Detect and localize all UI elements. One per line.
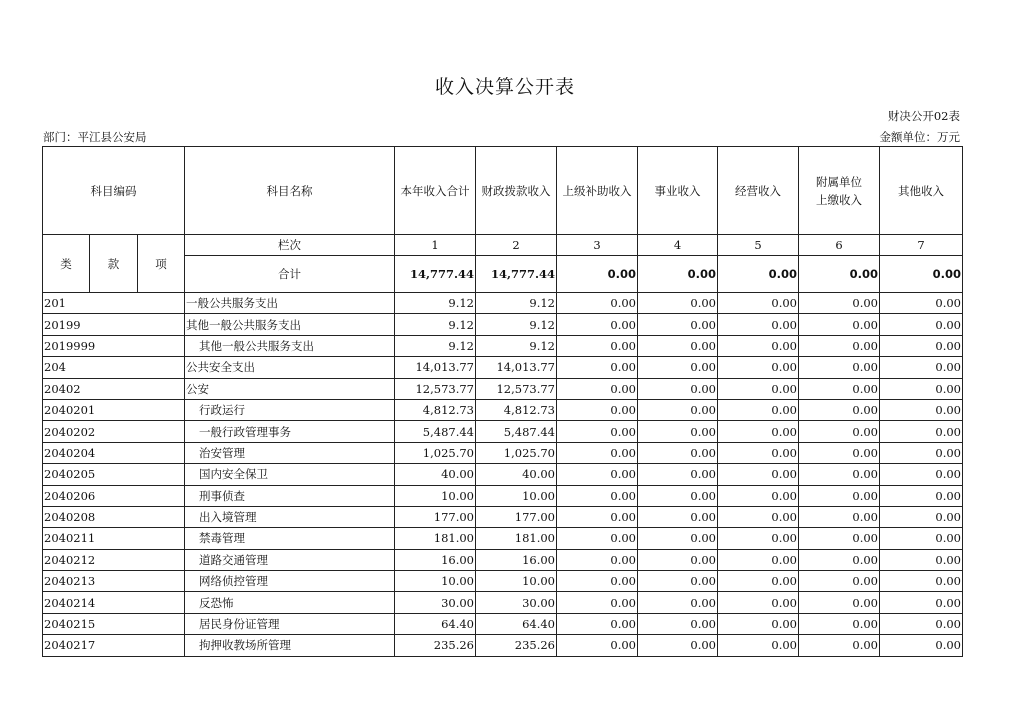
row-code: 2040208 bbox=[43, 506, 185, 527]
totals-value: 14,777.44 bbox=[395, 256, 476, 293]
row-value: 0.00 bbox=[799, 314, 880, 335]
row-name: 国内安全保卫 bbox=[185, 464, 395, 485]
row-value: 0.00 bbox=[799, 464, 880, 485]
table-row bbox=[43, 421, 963, 442]
row-value: 0.00 bbox=[557, 613, 638, 634]
column-index: 5 bbox=[718, 235, 799, 256]
row-value: 0.00 bbox=[799, 549, 880, 570]
table-row bbox=[43, 592, 963, 613]
row-value: 0.00 bbox=[557, 314, 638, 335]
row-code: 2019999 bbox=[43, 335, 185, 356]
row-value: 0.00 bbox=[799, 378, 880, 399]
header-row bbox=[43, 147, 963, 235]
row-value: 0.00 bbox=[638, 314, 718, 335]
table-row bbox=[43, 399, 963, 420]
col-business-header: 事业收入 bbox=[638, 147, 718, 235]
row-value: 0.00 bbox=[718, 293, 799, 314]
row-value: 0.00 bbox=[718, 506, 799, 527]
row-value: 0.00 bbox=[557, 592, 638, 613]
amount-unit-label: 金额单位：万元 bbox=[879, 130, 960, 144]
row-value: 0.00 bbox=[718, 357, 799, 378]
row-value: 181.00 bbox=[395, 528, 476, 549]
row-code: 2040206 bbox=[43, 485, 185, 506]
row-value: 0.00 bbox=[880, 571, 963, 592]
table-row bbox=[43, 635, 963, 656]
row-code: 2040215 bbox=[43, 613, 185, 634]
row-value: 30.00 bbox=[395, 592, 476, 613]
row-value: 0.00 bbox=[638, 571, 718, 592]
row-value: 9.12 bbox=[395, 293, 476, 314]
row-value: 0.00 bbox=[799, 421, 880, 442]
totals-value: 14,777.44 bbox=[476, 256, 557, 293]
col-fiscal-header: 财政拨款收入 bbox=[476, 147, 557, 235]
row-value: 0.00 bbox=[880, 442, 963, 463]
row-value: 0.00 bbox=[880, 635, 963, 656]
row-value: 16.00 bbox=[395, 549, 476, 570]
row-name: 行政运行 bbox=[185, 399, 395, 420]
row-value: 0.00 bbox=[880, 464, 963, 485]
row-value: 0.00 bbox=[799, 635, 880, 656]
row-value: 0.00 bbox=[880, 613, 963, 634]
row-value: 0.00 bbox=[638, 464, 718, 485]
row-value: 0.00 bbox=[718, 335, 799, 356]
row-code: 2040214 bbox=[43, 592, 185, 613]
row-name: 公安 bbox=[185, 378, 395, 399]
row-value: 16.00 bbox=[476, 549, 557, 570]
row-value: 0.00 bbox=[557, 421, 638, 442]
totals-value: 0.00 bbox=[557, 256, 638, 293]
row-value: 4,812.73 bbox=[476, 399, 557, 420]
row-value: 235.26 bbox=[395, 635, 476, 656]
row-value: 0.00 bbox=[799, 613, 880, 634]
row-code: 2040212 bbox=[43, 549, 185, 570]
row-value: 0.00 bbox=[799, 485, 880, 506]
row-value: 0.00 bbox=[557, 549, 638, 570]
row-value: 0.00 bbox=[718, 613, 799, 634]
row-value: 0.00 bbox=[718, 378, 799, 399]
table-row bbox=[43, 571, 963, 592]
row-value: 0.00 bbox=[638, 635, 718, 656]
totals-value: 0.00 bbox=[799, 256, 880, 293]
table-row bbox=[43, 314, 963, 335]
page-title: 收入决算公开表 bbox=[434, 76, 575, 98]
col-affiliate-header: 附属单位上缴收入 bbox=[799, 147, 880, 235]
column-number-label: 栏次 bbox=[185, 235, 395, 256]
row-value: 0.00 bbox=[880, 335, 963, 356]
row-value: 0.00 bbox=[638, 335, 718, 356]
row-name: 居民身份证管理 bbox=[185, 613, 395, 634]
row-value: 177.00 bbox=[476, 506, 557, 527]
row-value: 40.00 bbox=[476, 464, 557, 485]
row-value: 0.00 bbox=[638, 399, 718, 420]
row-value: 0.00 bbox=[638, 485, 718, 506]
row-value: 0.00 bbox=[718, 528, 799, 549]
col-xiang-header: 项 bbox=[138, 235, 185, 293]
row-value: 0.00 bbox=[638, 613, 718, 634]
row-name: 拘押收教场所管理 bbox=[185, 635, 395, 656]
row-name: 反恐怖 bbox=[185, 592, 395, 613]
row-value: 0.00 bbox=[557, 293, 638, 314]
row-value: 0.00 bbox=[718, 421, 799, 442]
totals-value: 0.00 bbox=[638, 256, 718, 293]
row-value: 0.00 bbox=[718, 485, 799, 506]
row-value: 12,573.77 bbox=[476, 378, 557, 399]
row-name: 一般公共服务支出 bbox=[185, 293, 395, 314]
table-row bbox=[43, 613, 963, 634]
row-value: 9.12 bbox=[476, 335, 557, 356]
row-value: 0.00 bbox=[638, 442, 718, 463]
row-value: 30.00 bbox=[476, 592, 557, 613]
row-code: 2040201 bbox=[43, 399, 185, 420]
row-value: 0.00 bbox=[557, 506, 638, 527]
table-row bbox=[43, 442, 963, 463]
row-value: 0.00 bbox=[880, 314, 963, 335]
row-code: 204 bbox=[43, 357, 185, 378]
row-code: 20199 bbox=[43, 314, 185, 335]
row-value: 0.00 bbox=[638, 592, 718, 613]
row-name: 其他一般公共服务支出 bbox=[185, 335, 395, 356]
col-other-header: 其他收入 bbox=[880, 147, 963, 235]
row-value: 10.00 bbox=[395, 571, 476, 592]
row-value: 0.00 bbox=[557, 635, 638, 656]
row-value: 0.00 bbox=[718, 592, 799, 613]
column-index: 6 bbox=[799, 235, 880, 256]
row-value: 0.00 bbox=[880, 506, 963, 527]
row-name: 禁毒管理 bbox=[185, 528, 395, 549]
row-value: 0.00 bbox=[880, 528, 963, 549]
table-row bbox=[43, 335, 963, 356]
row-value: 0.00 bbox=[638, 357, 718, 378]
column-index: 2 bbox=[476, 235, 557, 256]
row-value: 0.00 bbox=[557, 464, 638, 485]
col-name-header: 科目名称 bbox=[185, 147, 395, 235]
row-value: 0.00 bbox=[799, 571, 880, 592]
row-value: 10.00 bbox=[476, 485, 557, 506]
income-table bbox=[42, 146, 963, 657]
row-value: 0.00 bbox=[638, 378, 718, 399]
row-value: 0.00 bbox=[880, 357, 963, 378]
column-index: 1 bbox=[395, 235, 476, 256]
row-value: 5,487.44 bbox=[395, 421, 476, 442]
row-value: 0.00 bbox=[799, 528, 880, 549]
row-value: 0.00 bbox=[799, 442, 880, 463]
row-value: 14,013.77 bbox=[395, 357, 476, 378]
row-value: 4,812.73 bbox=[395, 399, 476, 420]
table-row bbox=[43, 357, 963, 378]
row-value: 177.00 bbox=[395, 506, 476, 527]
table-row bbox=[43, 506, 963, 527]
row-name: 一般行政管理事务 bbox=[185, 421, 395, 442]
row-code: 2040205 bbox=[43, 464, 185, 485]
row-value: 5,487.44 bbox=[476, 421, 557, 442]
row-value: 0.00 bbox=[638, 293, 718, 314]
row-name: 网络侦控管理 bbox=[185, 571, 395, 592]
row-value: 181.00 bbox=[476, 528, 557, 549]
col-kuan-header: 款 bbox=[90, 235, 138, 293]
row-name: 出入境管理 bbox=[185, 506, 395, 527]
row-name: 其他一般公共服务支出 bbox=[185, 314, 395, 335]
row-value: 9.12 bbox=[395, 314, 476, 335]
row-value: 0.00 bbox=[880, 485, 963, 506]
row-value: 0.00 bbox=[799, 335, 880, 356]
row-value: 1,025.70 bbox=[395, 442, 476, 463]
totals-value: 0.00 bbox=[718, 256, 799, 293]
col-superior-header: 上级补助收入 bbox=[557, 147, 638, 235]
row-value: 0.00 bbox=[718, 442, 799, 463]
row-value: 235.26 bbox=[476, 635, 557, 656]
table-row bbox=[43, 528, 963, 549]
row-value: 10.00 bbox=[395, 485, 476, 506]
row-value: 0.00 bbox=[718, 399, 799, 420]
row-code: 201 bbox=[43, 293, 185, 314]
row-value: 0.00 bbox=[880, 592, 963, 613]
table-row bbox=[43, 549, 963, 570]
row-code: 20402 bbox=[43, 378, 185, 399]
row-value: 9.12 bbox=[476, 293, 557, 314]
row-value: 0.00 bbox=[718, 464, 799, 485]
table-row bbox=[43, 378, 963, 399]
totals-value: 0.00 bbox=[880, 256, 963, 293]
table-row bbox=[43, 293, 963, 314]
row-name: 治安管理 bbox=[185, 442, 395, 463]
row-code: 2040204 bbox=[43, 442, 185, 463]
row-value: 0.00 bbox=[718, 549, 799, 570]
row-name: 道路交通管理 bbox=[185, 549, 395, 570]
row-value: 0.00 bbox=[799, 592, 880, 613]
row-value: 0.00 bbox=[638, 421, 718, 442]
row-name: 公共安全支出 bbox=[185, 357, 395, 378]
table-row bbox=[43, 485, 963, 506]
totals-label: 合计 bbox=[185, 256, 395, 293]
row-value: 0.00 bbox=[718, 635, 799, 656]
row-value: 0.00 bbox=[557, 357, 638, 378]
row-value: 9.12 bbox=[476, 314, 557, 335]
row-name: 刑事侦查 bbox=[185, 485, 395, 506]
row-value: 0.00 bbox=[880, 549, 963, 570]
column-index: 3 bbox=[557, 235, 638, 256]
row-value: 14,013.77 bbox=[476, 357, 557, 378]
row-value: 0.00 bbox=[557, 378, 638, 399]
row-code: 2040217 bbox=[43, 635, 185, 656]
col-total-header: 本年收入合计 bbox=[395, 147, 476, 235]
table-row bbox=[43, 464, 963, 485]
row-value: 64.40 bbox=[476, 613, 557, 634]
row-value: 1,025.70 bbox=[476, 442, 557, 463]
row-value: 0.00 bbox=[880, 421, 963, 442]
row-code: 2040213 bbox=[43, 571, 185, 592]
row-value: 0.00 bbox=[718, 571, 799, 592]
row-value: 12,573.77 bbox=[395, 378, 476, 399]
row-value: 0.00 bbox=[799, 506, 880, 527]
row-value: 0.00 bbox=[557, 528, 638, 549]
row-value: 0.00 bbox=[880, 293, 963, 314]
row-value: 0.00 bbox=[799, 293, 880, 314]
row-code: 2040211 bbox=[43, 528, 185, 549]
row-value: 64.40 bbox=[395, 613, 476, 634]
row-value: 0.00 bbox=[880, 378, 963, 399]
row-value: 9.12 bbox=[395, 335, 476, 356]
row-value: 10.00 bbox=[476, 571, 557, 592]
row-value: 0.00 bbox=[638, 506, 718, 527]
row-value: 0.00 bbox=[799, 357, 880, 378]
row-value: 0.00 bbox=[638, 549, 718, 570]
column-index: 4 bbox=[638, 235, 718, 256]
row-value: 0.00 bbox=[557, 442, 638, 463]
column-index: 7 bbox=[880, 235, 963, 256]
row-value: 0.00 bbox=[557, 399, 638, 420]
row-value: 0.00 bbox=[799, 399, 880, 420]
col-operating-header: 经营收入 bbox=[718, 147, 799, 235]
row-value: 0.00 bbox=[557, 335, 638, 356]
row-code: 2040202 bbox=[43, 421, 185, 442]
row-value: 0.00 bbox=[638, 528, 718, 549]
col-lei-header: 类 bbox=[43, 235, 90, 293]
form-number: 财决公开02表 bbox=[887, 109, 960, 123]
row-value: 0.00 bbox=[557, 485, 638, 506]
row-value: 0.00 bbox=[557, 571, 638, 592]
row-value: 0.00 bbox=[718, 314, 799, 335]
col-code-header: 科目编码 bbox=[43, 147, 185, 235]
row-value: 40.00 bbox=[395, 464, 476, 485]
row-value: 0.00 bbox=[880, 399, 963, 420]
index-row bbox=[43, 235, 963, 256]
department-label: 部门：平江县公安局 bbox=[43, 130, 147, 144]
